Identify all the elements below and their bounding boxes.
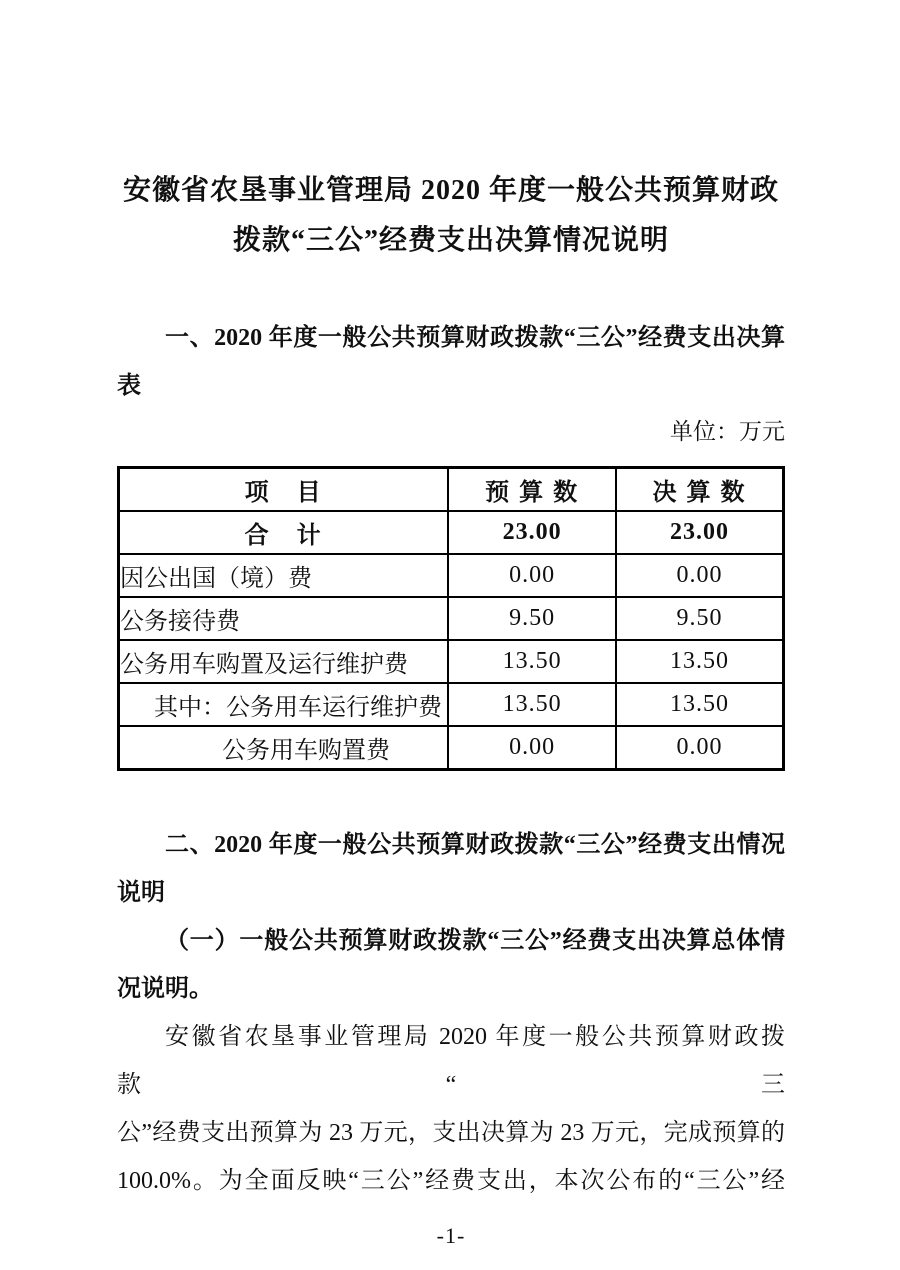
header-item: 项 目 xyxy=(119,468,449,512)
item-cell: 因公出国（境）费 xyxy=(119,554,449,597)
text-line: 安徽省农垦事业管理局 2020 年度一般公共预算财政拨款“三 xyxy=(117,1024,785,1098)
item-cell: 公务用车购置费 xyxy=(119,726,449,770)
budget-cell: 13.50 xyxy=(448,640,616,683)
text-line: 二、2020 年度一般公共预算财政拨款“三公”经费支出情况 xyxy=(165,832,785,858)
final-cell: 13.50 xyxy=(616,683,784,726)
document-title xyxy=(117,166,785,266)
table-row xyxy=(119,640,784,683)
section1-heading xyxy=(117,314,785,410)
text-line: 况说明。 xyxy=(117,976,213,1002)
unit-label: 单位：万元 xyxy=(670,419,785,444)
text-line: 表 xyxy=(117,373,141,399)
page-number: -1- xyxy=(436,1223,466,1248)
table-header-row xyxy=(119,468,784,512)
item-cell: 其中：公务用车运行维护费 xyxy=(119,683,449,726)
text-line: 一、2020 年度一般公共预算财政拨款“三公”经费支出决算 xyxy=(165,325,785,351)
section2-heading xyxy=(117,821,785,917)
budget-cell: 0.00 xyxy=(448,554,616,597)
item-cell: 公务用车购置及运行维护费 xyxy=(119,640,449,683)
table-body xyxy=(119,511,784,770)
final-cell: 13.50 xyxy=(616,640,784,683)
final-cell: 9.50 xyxy=(616,597,784,640)
text-line: 公”经费支出预算为 23 万元，支出决算为 23 万元，完成预算的 xyxy=(117,1120,785,1146)
final-cell: 0.00 xyxy=(616,726,784,770)
text-line: 安徽省农垦事业管理局 2020 年度一般公共预算财政 xyxy=(122,175,779,206)
header-budget: 预 算 数 xyxy=(448,468,616,512)
table-row xyxy=(119,597,784,640)
text-line: （一）一般公共预算财政拨款“三公”经费支出决算总体情 xyxy=(165,928,785,954)
table-row xyxy=(119,683,784,726)
table-row xyxy=(119,554,784,597)
table-row xyxy=(119,511,784,554)
text-line: 说明 xyxy=(117,880,165,906)
body-paragraph xyxy=(117,1013,785,1205)
budget-cell: 0.00 xyxy=(448,726,616,770)
text-line: 100.0%。为全面反映“三公”经费支出，本次公布的“三公”经 xyxy=(117,1168,785,1194)
table-row xyxy=(119,726,784,770)
section2-sub1-heading xyxy=(117,917,785,1013)
item-cell: 合 计 xyxy=(119,511,449,554)
final-cell: 0.00 xyxy=(616,554,784,597)
final-cell: 23.00 xyxy=(616,511,784,554)
header-final: 决 算 数 xyxy=(616,468,784,512)
expense-table xyxy=(117,466,785,771)
budget-cell: 13.50 xyxy=(448,683,616,726)
text-line: 拨款“三公”经费支出决算情况说明 xyxy=(232,225,669,256)
budget-cell: 9.50 xyxy=(448,597,616,640)
item-cell: 公务接待费 xyxy=(119,597,449,640)
budget-cell: 23.00 xyxy=(448,511,616,554)
